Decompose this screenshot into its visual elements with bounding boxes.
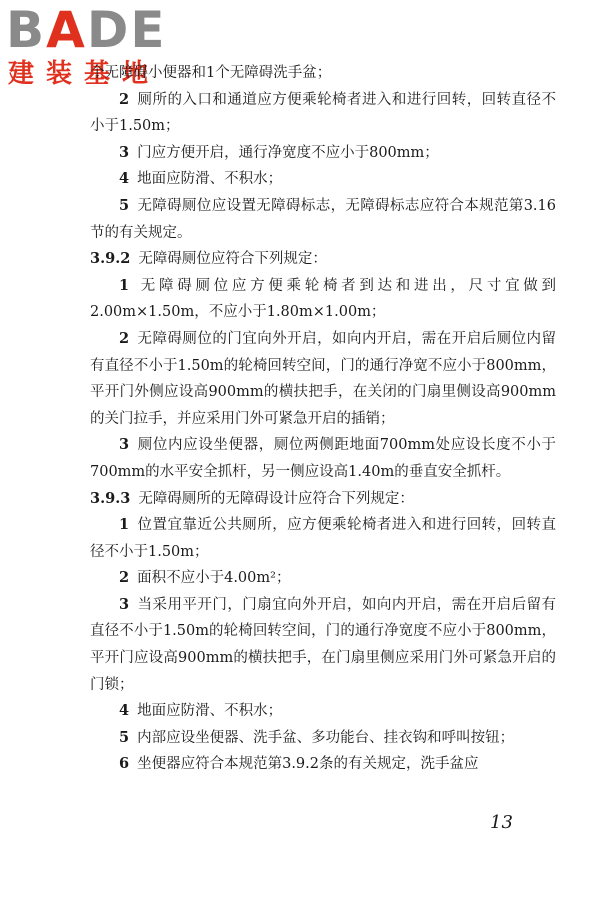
list-item [90, 326, 556, 432]
list-item [90, 140, 556, 167]
list-item [90, 592, 556, 698]
item-number: 6 [119, 755, 130, 773]
section-number: 3.9.2 [90, 250, 131, 268]
paragraph-text: 个无障碍小便器和1个无障碍洗手盆； [90, 65, 332, 81]
paragraph-text: 无障碍厕位应符合下列规定： [138, 251, 327, 268]
item-number: 5 [119, 196, 130, 214]
paragraph-text: 无障碍厕所的无障碍设计应符合下列规定： [138, 490, 414, 507]
paragraph-text: 门应方便开启，通行净宽度不应小于800mm； [137, 144, 439, 161]
item-number: 5 [119, 728, 130, 746]
list-item [90, 87, 556, 140]
list-item [90, 193, 556, 246]
page-number: 13 [490, 812, 513, 833]
paragraph-text: 内部应设坐便器、洗手盆、多功能台、挂衣钩和呼叫按钮； [137, 729, 515, 746]
item-number: 2 [119, 90, 130, 108]
list-item [90, 698, 556, 725]
list-item [90, 751, 556, 778]
paragraph-text: 地面应防滑、不积水； [137, 703, 283, 720]
item-number: 1 [119, 276, 130, 294]
paragraph-text: 厕位内应设坐便器，厕位两侧距地面700mm处应设长度不小于700mm的水平安全抓杆，另一侧应设高1.40m的垂直安全抓杆。 [90, 437, 556, 480]
paragraph-text: 坐便器应符合本规范第3.9.2条的有关规定，洗手盆应 [137, 756, 479, 773]
paragraph-text: 位置宜靠近公共厕所，应方便乘轮椅者进入和进行回转，回转直径不小于1.50m； [90, 517, 556, 560]
section-number: 3.9.3 [90, 489, 131, 507]
item-number: 1 [119, 516, 130, 534]
paragraph-text: 无障碍厕位应设置无障碍标志，无障碍标志应符合本规范第3.16节的有关规定。 [90, 197, 556, 241]
paragraph-text: 面积不应小于4.00m²； [137, 570, 291, 587]
section-clause [90, 246, 556, 273]
item-number: 2 [119, 569, 130, 587]
document-body [90, 60, 556, 778]
section-clause [90, 486, 556, 513]
brand-logo-text: BADE [6, 1, 167, 59]
item-number: 2 [119, 329, 130, 347]
list-item [90, 512, 556, 565]
list-item [90, 432, 556, 485]
item-number: 4 [119, 702, 130, 720]
item-number: 3 [119, 595, 130, 613]
paragraph-text: 无障碍厕位应方便乘轮椅者到达和进出，尺寸宜做到2.00m×1.50m，不应小于1.80m×1.00m； [90, 277, 556, 321]
item-number: 3 [119, 143, 130, 161]
paragraph-text: 无障碍厕位的门宜向外开启，如向内开启，需在开启后厕位内留有直径不小于1.50m的轮椅回转空间，门的通行净宽不应小于800mm，平开门外侧应设高900mm的横扶把手，在关闭的门扇里侧设高900mm的关门拉手，并应采用门外可紧急开启的插销； [90, 330, 556, 427]
paragraph-continuation [90, 60, 556, 87]
paragraph-text: 当采用平开门，门扇宜向外开启，如向内开启，需在开启后留有直径不小于1.50m的轮椅回转空间，门的通行净宽度不应小于800mm，平开门应设高900mm的横扶把手，在门扇里侧应采用门外可紧急开启的门锁； [90, 596, 556, 693]
brand-subtitle: 建装基地 [8, 59, 161, 89]
list-item [90, 166, 556, 193]
paragraph-text: 地面应防滑、不积水； [137, 171, 283, 188]
item-number: 3 [119, 436, 130, 454]
item-number: 4 [119, 170, 130, 188]
list-item [90, 273, 556, 326]
list-item [90, 725, 556, 752]
list-item [90, 565, 556, 592]
paragraph-text: 厕所的入口和通道应方便乘轮椅者进入和进行回转，回转直径不小于1.50m； [90, 91, 556, 135]
